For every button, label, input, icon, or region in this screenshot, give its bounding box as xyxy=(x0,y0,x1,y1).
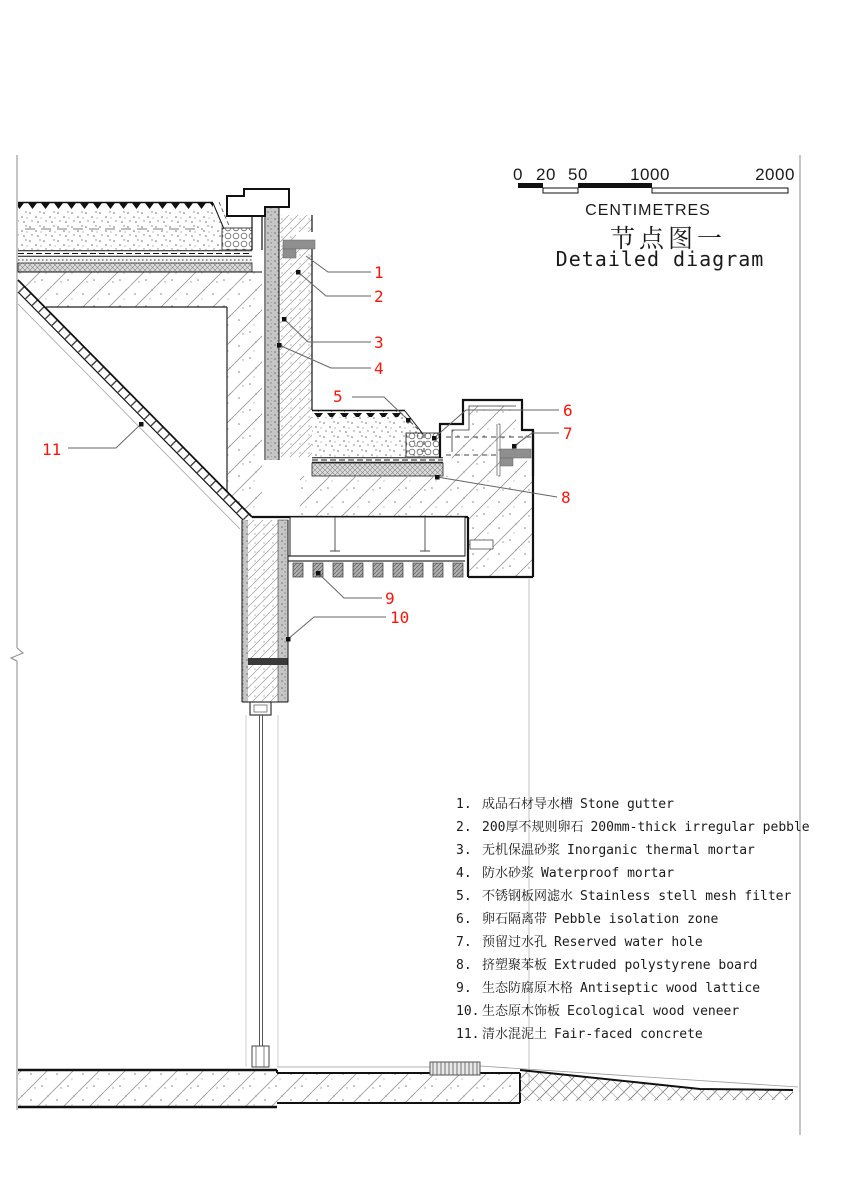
glazing xyxy=(260,715,263,1046)
legend-item: 3. 无机保温砂浆 Inorganic thermal mortar xyxy=(456,843,755,858)
callout-7: 7 xyxy=(563,424,573,443)
window-head-mullion xyxy=(250,702,271,715)
scale-tick-20: 20 xyxy=(536,165,556,184)
callout-1: 1 xyxy=(374,263,384,282)
scale-unit-label: CENTIMETRES xyxy=(585,202,711,219)
drawing-title-zh: 节点图一 xyxy=(609,224,727,253)
stone-gutter-bracket xyxy=(283,240,315,249)
scale-tick-50: 50 xyxy=(568,165,588,184)
upper-terrace xyxy=(18,202,262,272)
upper-concrete-mass xyxy=(18,272,262,517)
soffit-slope xyxy=(18,280,252,529)
break-mark xyxy=(11,648,23,661)
callout-9: 9 xyxy=(385,589,395,608)
legend-item: 5. 不锈钢板网滤水 Stainless stell mesh filter xyxy=(456,889,792,904)
callout-8: 8 xyxy=(561,488,571,507)
legend-item: 9. 生态防腐原木格 Antiseptic wood lattice xyxy=(456,981,761,996)
drawing-title-en: Detailed diagram xyxy=(555,247,765,271)
wood-veneer-band xyxy=(278,520,288,702)
callout-5: 5 xyxy=(333,387,343,406)
legend-item: 1. 成品石材导水槽 Stone gutter xyxy=(456,797,674,812)
callout-3: 3 xyxy=(374,333,384,352)
window xyxy=(250,702,271,1067)
callout-2: 2 xyxy=(374,287,384,306)
window-sill xyxy=(252,1046,269,1067)
ceiling-lattice xyxy=(287,517,465,577)
legend-item: 8. 挤塑聚苯板 Extruded polystyrene board xyxy=(456,958,758,973)
ground xyxy=(18,1062,798,1107)
legend-item: 4. 防水砂浆 Waterproof mortar xyxy=(456,866,675,881)
water-hole-bracket xyxy=(500,449,531,458)
parapet-cap xyxy=(227,189,289,216)
callout-10: 10 xyxy=(390,608,410,627)
legend-item: 2. 200厚不规则卵石 200mm-thick irregular pebble xyxy=(456,820,810,835)
wall-column xyxy=(242,520,288,702)
scale-tick-1000: 1000 xyxy=(630,165,670,184)
legend-item: 10. 生态原木饰板 Ecological wood veneer xyxy=(456,1004,740,1019)
legend-item: 7. 预留过水孔 Reserved water hole xyxy=(456,935,703,950)
callout-6: 6 xyxy=(563,401,573,420)
legend xyxy=(456,793,810,1046)
scale-tick-2000: 2000 xyxy=(755,165,795,184)
callout-4: 4 xyxy=(374,359,384,378)
legend-item: 6. 卵石隔离带 Pebble isolation zone xyxy=(456,912,719,927)
legend-item: 11. 清水混泥土 Fair-faced concrete xyxy=(456,1027,703,1042)
scale-tick-0: 0 xyxy=(513,165,523,184)
callout-11: 11 xyxy=(42,440,62,459)
